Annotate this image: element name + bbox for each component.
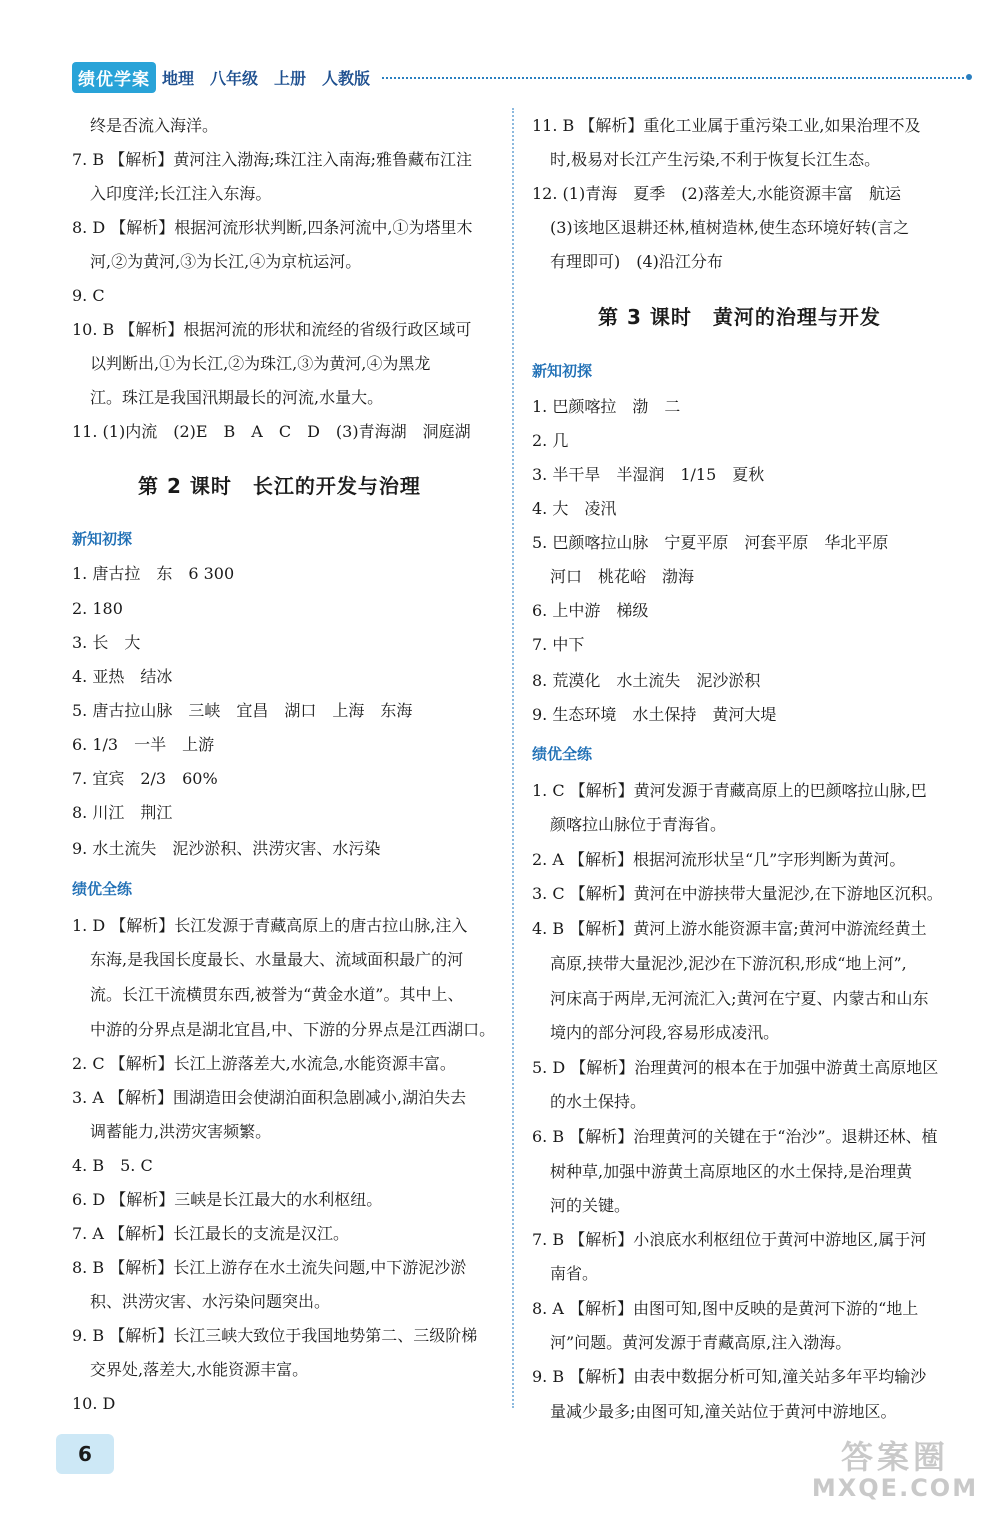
header-dot — [966, 74, 972, 80]
answer-line: 积、洪涝灾害、水污染问题突出。 — [90, 1292, 331, 1311]
answer-line: 7. B 【解析】黄河注入渤海;珠江注入南海;雅鲁藏布江注 — [72, 150, 472, 169]
watermark-bottom: MXQE.COM — [811, 1474, 979, 1503]
answer-line: 交界处,落差大,水能资源丰富。 — [90, 1360, 309, 1379]
lesson-title: 第 2 课时 长江的开发与治理 — [138, 474, 421, 498]
answer-line: 5. D 【解析】治理黄河的根本在于加强中游黄土高原地区 — [532, 1058, 939, 1077]
section-heading-new-knowledge: 新知初探 — [532, 362, 593, 380]
section-heading-practice: 绩优全练 — [532, 745, 593, 763]
answer-line: 中游的分界点是湖北宜昌,中、下游的分界点是江西湖口。 — [90, 1020, 496, 1039]
answer-line: 颜喀拉山脉位于青海省。 — [550, 815, 727, 834]
answer-line: 树种草,加强中游黄土高原地区的水土保持,是治理黄 — [550, 1162, 913, 1181]
answer-line: 河”问题。黄河发源于青藏高原,注入渤海。 — [550, 1333, 852, 1352]
answer-line: 6. 上中游 梯级 — [532, 601, 649, 620]
column-divider — [512, 108, 514, 1408]
section-heading-new-knowledge: 新知初探 — [72, 530, 133, 548]
answer-line: 10. B 【解析】根据河流的形状和流经的省级行政区域可 — [72, 320, 472, 339]
answer-line: 12. (1)青海 夏季 (2)落差大,水能资源丰富 航运 — [532, 184, 901, 203]
answer-line: 3. C 【解析】黄河在中游挟带大量泥沙,在下游地区沉积。 — [532, 884, 943, 903]
answer-line: 7. 中下 — [532, 635, 585, 654]
lesson-title: 第 3 课时 黄河的治理与开发 — [598, 305, 881, 329]
page-header — [72, 62, 972, 92]
page-number: 6 — [56, 1434, 114, 1474]
answer-line: 1. C 【解析】黄河发源于青藏高原上的巴颜喀拉山脉,巴 — [532, 781, 927, 800]
answer-line: 9. C — [72, 286, 105, 305]
answer-line: 6. D 【解析】三峡是长江最大的水利枢纽。 — [72, 1190, 383, 1209]
answer-line: 境内的部分河段,容易形成凌汛。 — [550, 1023, 780, 1042]
answer-line: 5. 唐古拉山脉 三峡 宜昌 湖口 上海 东海 — [72, 701, 413, 720]
answer-line: 河口 桃花峪 渤海 — [550, 567, 695, 586]
answer-line: 6. B 【解析】治理黄河的关键在于“治沙”。退耕还林、植 — [532, 1127, 938, 1146]
answer-line: 10. D — [72, 1394, 116, 1413]
answer-line: 时,极易对长江产生污染,不利于恢复长江生态。 — [550, 150, 881, 169]
answer-line: 2. C 【解析】长江上游落差大,水流急,水能资源丰富。 — [72, 1054, 456, 1073]
brand-label: 绩优学案 — [72, 62, 156, 93]
answer-line: 11. (1)内流 (2)E B A C D (3)青海湖 洞庭湖 — [72, 422, 471, 441]
answer-line: 江。珠江是我国汛期最长的河流,水量大。 — [90, 388, 384, 407]
answer-line: 1. D 【解析】长江发源于青藏高原上的唐古拉山脉,注入 — [72, 916, 468, 935]
header-rule — [382, 77, 964, 79]
answer-line: 6. 1/3 一半 上游 — [72, 735, 215, 754]
answer-line: 调蓄能力,洪涝灾害频繁。 — [90, 1122, 272, 1141]
answer-line: 的水土保持。 — [550, 1092, 647, 1111]
answer-line: 2. 几 — [532, 431, 569, 450]
answer-line: 1. 唐古拉 东 6 300 — [72, 564, 235, 583]
answer-line: 3. 长 大 — [72, 633, 141, 652]
answer-line: 8. 荒漠化 水土流失 泥沙淤积 — [532, 671, 761, 690]
answer-line: 8. D 【解析】根据河流形状判断,四条河流中,①为塔里木 — [72, 218, 473, 237]
answer-line: 终是否流入海洋。 — [90, 116, 219, 135]
answer-line: 2. 180 — [72, 599, 123, 618]
answer-line: 8. 川江 荆江 — [72, 803, 173, 822]
answer-line: 4. B 5. C — [72, 1156, 153, 1175]
answer-line: 2. A 【解析】根据河流形状呈“几”字形判断为黄河。 — [532, 850, 906, 869]
answer-line: 9. B 【解析】长江三峡大致位于我国地势第二、三级阶梯 — [72, 1326, 478, 1345]
answer-line: 8. A 【解析】由图可知,图中反映的是黄河下游的“地上 — [532, 1299, 919, 1318]
watermark-logo — [800, 1440, 990, 1520]
answer-line: 3. A 【解析】围湖造田会使湖泊面积急剧减小,湖泊失去 — [72, 1088, 467, 1107]
answer-line: 以判断出,①为长江,②为珠江,③为黄河,④为黑龙 — [90, 354, 431, 373]
answer-line: 河,②为黄河,③为长江,④为京杭运河。 — [90, 252, 362, 271]
section-heading-practice: 绩优全练 — [72, 880, 133, 898]
subject-label: 地理 八年级 上册 人教版 — [162, 68, 371, 88]
answer-line: 东海,是我国长度最长、水量最大、流域面积最广的河 — [90, 950, 464, 969]
answer-line: 4. 大 凌汛 — [532, 499, 617, 518]
answer-line: 4. 亚热 结冰 — [72, 667, 173, 686]
answer-line: 7. B 【解析】小浪底水利枢纽位于黄河中游地区,属于河 — [532, 1230, 927, 1249]
answer-line: 流。长江干流横贯东西,被誉为“黄金水道”。其中上、 — [90, 985, 464, 1004]
answer-line: 7. A 【解析】长江最长的支流是汉江。 — [72, 1224, 349, 1243]
answer-line: 8. B 【解析】长江上游存在水土流失问题,中下游泥沙淤 — [72, 1258, 467, 1277]
answer-line: (3)该地区退耕还林,植树造林,使生态环境好转(言之 — [550, 218, 910, 237]
answer-line: 1. 巴颜喀拉 渤 二 — [532, 397, 681, 416]
answer-line: 河床高于两岸,无河流汇入;黄河在宁夏、内蒙古和山东 — [550, 989, 929, 1008]
answer-line: 高原,挟带大量泥沙,泥沙在下游沉积,形成“地上河”, — [550, 954, 907, 973]
answer-line: 入印度洋;长江注入东海。 — [90, 184, 272, 203]
answer-line: 有理即可) (4)沿江分布 — [550, 252, 723, 271]
answer-line: 11. B 【解析】重化工业属于重污染工业,如果治理不及 — [532, 116, 921, 135]
answer-line: 9. 生态环境 水土保持 黄河大堤 — [532, 705, 777, 724]
answer-line: 9. B 【解析】由表中数据分析可知,潼关站多年平均输沙 — [532, 1367, 927, 1386]
watermark-top: 答案圈 — [840, 1438, 949, 1476]
answer-line: 南省。 — [550, 1264, 599, 1283]
answer-line: 9. 水土流失 泥沙淤积、洪涝灾害、水污染 — [72, 839, 381, 858]
answer-line: 河的关键。 — [550, 1196, 631, 1215]
answer-line: 5. 巴颜喀拉山脉 宁夏平原 河套平原 华北平原 — [532, 533, 889, 552]
answer-line: 量减少最多;由图可知,潼关站位于黄河中游地区。 — [550, 1402, 897, 1421]
answer-line: 4. B 【解析】黄河上游水能资源丰富;黄河中游流经黄土 — [532, 919, 927, 938]
answer-line: 7. 宜宾 2/3 60% — [72, 769, 218, 788]
answer-line: 3. 半干旱 半湿润 1/15 夏秋 — [532, 465, 765, 484]
